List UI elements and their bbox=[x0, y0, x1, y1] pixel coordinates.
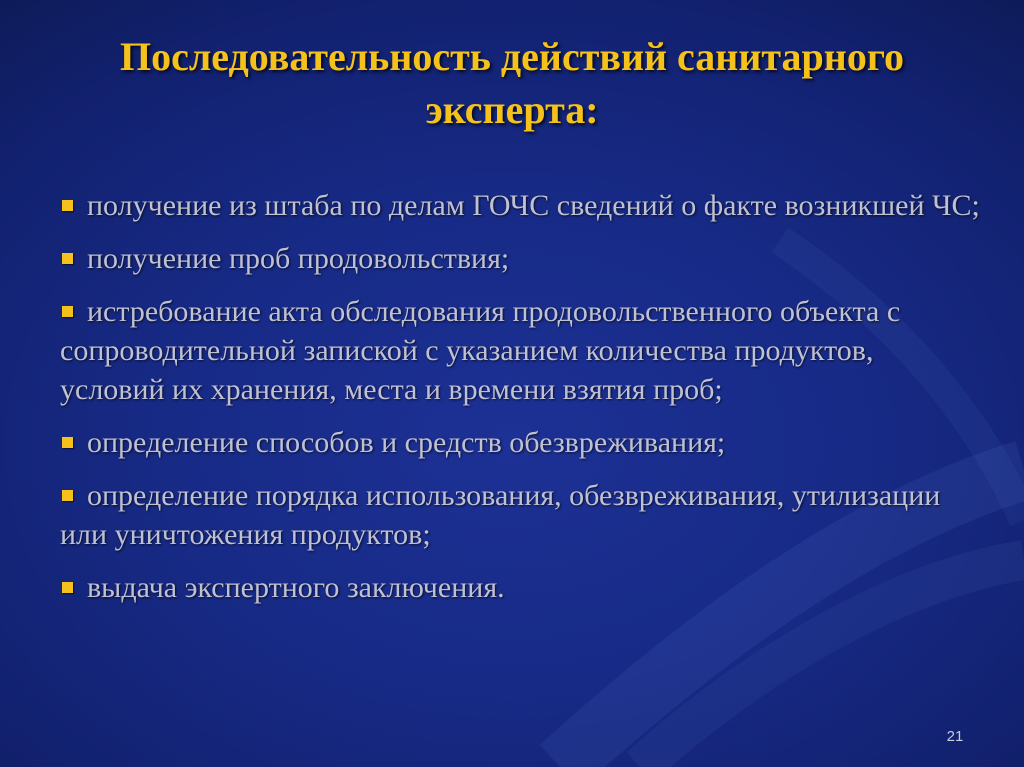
square-bullet-icon bbox=[62, 582, 73, 593]
slide-title: Последовательность действий санитарного эксперта: bbox=[119, 34, 904, 132]
square-bullet-icon bbox=[62, 200, 73, 211]
square-bullet-icon bbox=[62, 437, 73, 448]
square-bullet-icon bbox=[62, 253, 73, 264]
list-item bbox=[60, 568, 980, 607]
list-item-text: выдача экспертного заключения. bbox=[87, 571, 505, 604]
list-item-text: определение порядка использования, обезвреживания, утилизации или уничтожения продуктов; bbox=[60, 479, 941, 551]
list-item bbox=[60, 476, 980, 554]
square-bullet-icon bbox=[62, 490, 73, 501]
bullet-list bbox=[60, 186, 980, 621]
list-item-text: получение из штаба по делам ГОЧС сведений о факте возникшей ЧС; bbox=[87, 189, 980, 222]
list-item bbox=[60, 423, 980, 462]
list-item bbox=[60, 292, 980, 409]
list-item-text: получение проб продовольствия; bbox=[87, 242, 510, 275]
list-item-text: истребование акта обследования продовольственного объекта с сопроводительной запиской с указанием количества продуктов, условий их хранения, места и времени взятия проб; bbox=[60, 295, 901, 406]
list-item bbox=[60, 239, 980, 278]
list-item bbox=[60, 186, 980, 225]
slide-number: 21 bbox=[946, 728, 964, 745]
square-bullet-icon bbox=[62, 306, 73, 317]
list-item-text: определение способов и средств обезвреживания; bbox=[87, 426, 726, 459]
